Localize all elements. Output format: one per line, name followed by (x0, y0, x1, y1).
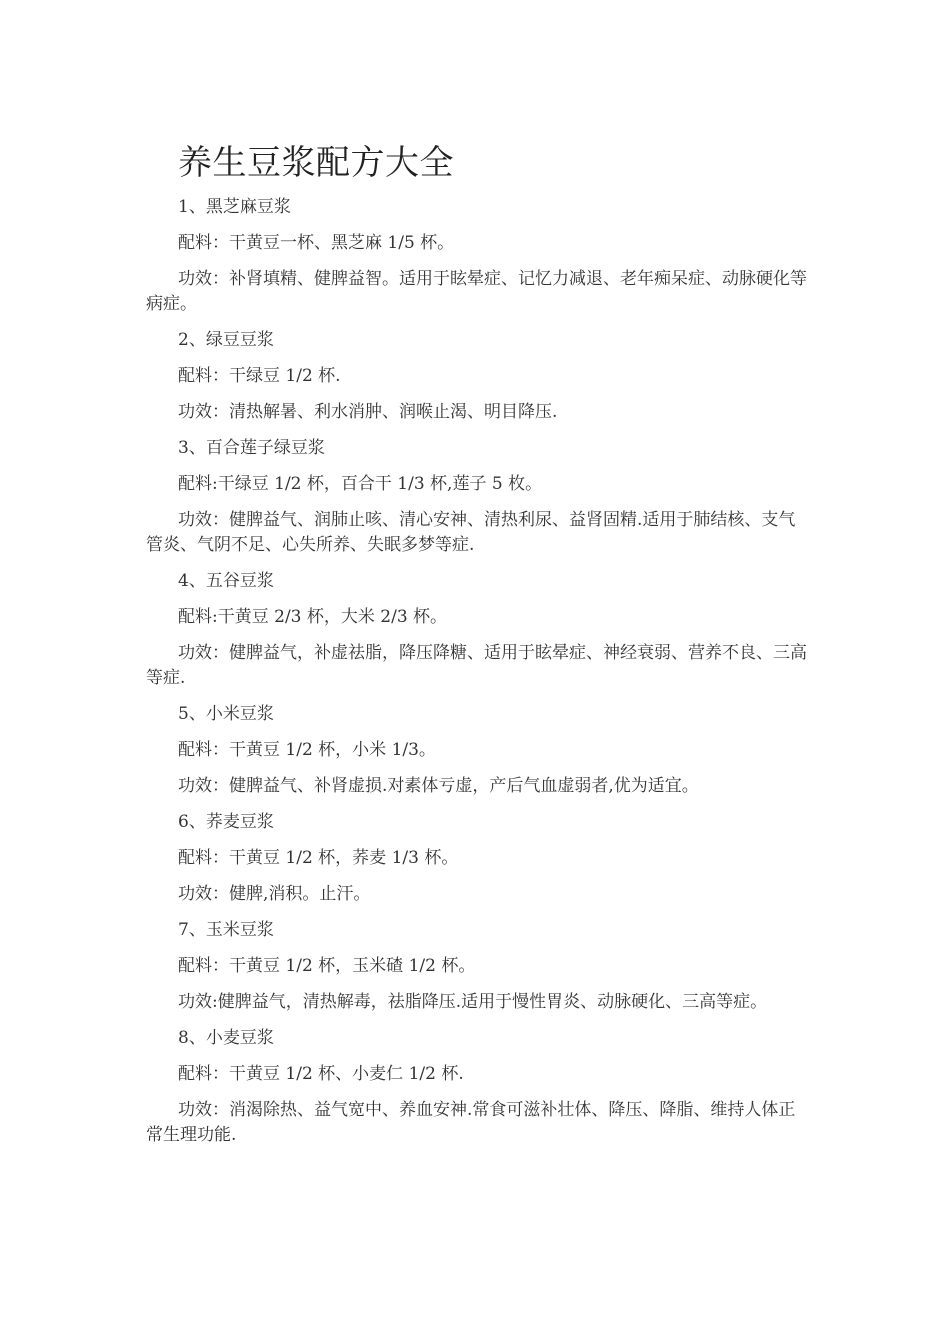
recipe-effects: 功效：补肾填精、健脾益智。适用于眩晕症、记忆力减退、老年痴呆症、动脉硬化等病症。 (146, 269, 807, 314)
recipe-8 (146, 1026, 808, 1148)
recipe-ingredients: 配料：干黄豆 1/2 杯、小麦仁 1/2 杯. (178, 1064, 464, 1084)
recipe-6 (146, 810, 808, 907)
recipe-effects: 功效：健脾益气、补肾虚损.对素体亏虚，产后气血虚弱者,优为适宜。 (178, 776, 699, 796)
recipe-ingredients: 配料:干绿豆 1/2 杯，百合干 1/3 杯,莲子 5 枚。 (178, 474, 543, 494)
recipe-effects: 功效：健脾益气、润肺止咳、清心安神、清热利尿、益肾固精.适用于肺结核、支气管炎、气阴不足、心失所养、失眠多梦等症. (146, 510, 796, 555)
recipe-1 (146, 195, 808, 317)
recipe-ingredients: 配料：干绿豆 1/2 杯. (178, 366, 341, 386)
recipe-name: 6、荞麦豆浆 (178, 812, 274, 832)
recipe-2 (146, 328, 808, 425)
recipe-ingredients: 配料：干黄豆 1/2 杯，荞麦 1/3 杯。 (178, 848, 459, 868)
recipe-ingredients: 配料：干黄豆一杯、黑芝麻 1/5 杯。 (178, 233, 455, 253)
recipe-5 (146, 702, 808, 799)
recipe-effects: 功效：清热解暑、利水消肿、润喉止渴、明目降压. (178, 402, 558, 422)
recipe-7 (146, 918, 808, 1015)
recipe-name: 2、绿豆豆浆 (178, 330, 274, 350)
recipe-effects: 功效：健脾益气，补虚祛脂，降压降糖、适用于眩晕症、神经衰弱、营养不良、三高等症. (146, 643, 807, 688)
recipe-4 (146, 569, 808, 691)
recipe-name: 1、黑芝麻豆浆 (178, 197, 291, 217)
recipe-effects: 功效:健脾益气，清热解毒，祛脂降压.适用于慢性胃炎、动脉硬化、三高等症。 (178, 992, 768, 1012)
document-title: 养生豆浆配方大全 (178, 143, 454, 183)
recipe-name: 8、小麦豆浆 (178, 1028, 274, 1048)
recipe-name: 3、百合莲子绿豆浆 (178, 438, 325, 458)
recipe-3 (146, 436, 808, 558)
recipe-effects: 功效：消渴除热、益气宽中、养血安神.常食可滋补壮体、降压、降脂、维持人体正常生理功能. (146, 1100, 796, 1145)
recipe-name: 5、小米豆浆 (178, 704, 274, 724)
recipe-ingredients: 配料：干黄豆 1/2 杯，小米 1/3。 (178, 740, 436, 760)
recipe-effects: 功效：健脾,消积。止汗。 (178, 884, 371, 904)
document-page (146, 140, 808, 1159)
recipe-name: 7、玉米豆浆 (178, 920, 274, 940)
recipe-name: 4、五谷豆浆 (178, 571, 274, 591)
recipe-ingredients: 配料：干黄豆 1/2 杯，玉米碴 1/2 杯。 (178, 956, 476, 976)
recipe-ingredients: 配料:干黄豆 2/3 杯，大米 2/3 杯。 (178, 607, 448, 627)
